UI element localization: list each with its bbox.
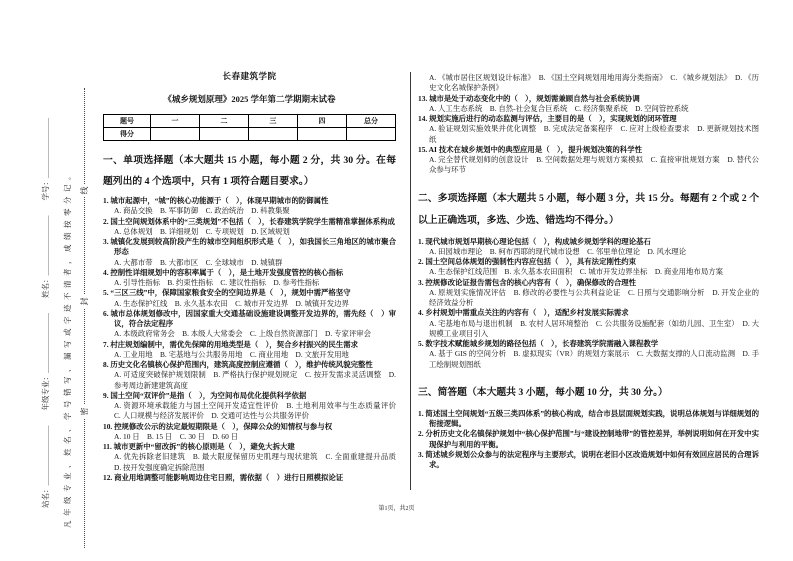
score-table-cell: 二 bbox=[200, 115, 249, 128]
question-8 bbox=[103, 360, 396, 391]
question-options: A. 大都市带 B. 大都市区 C. 全球城市 D. 城镇群 bbox=[114, 257, 283, 267]
mc-question-3 bbox=[418, 278, 759, 309]
question-options: A. 生态保护红线 B. 永久基本农田 C. 城市开发边界 D. 城镇开发边界 bbox=[114, 298, 349, 308]
question-12-options-continued bbox=[418, 73, 759, 94]
question-stem: 12. 商业用地调整可能影响周边住宅日照，需依据（ ）进行日照模拟论证 bbox=[103, 472, 344, 482]
question-options: A. 原规划实施情况评估 B. 修改的必要性与公共利益论证 C. 日照与交通影响分析 D. 开发企业的经济效益分析 bbox=[429, 287, 759, 307]
question-options: A. 优先拆除老旧建筑 B. 最大限度保留历史肌理与现状建筑 C. 全面重建提升品质 D. 按开发强度确定拆除范围 bbox=[114, 452, 404, 472]
score-table bbox=[103, 114, 396, 141]
question-15 bbox=[418, 145, 759, 176]
question-options: A. 《城市居住区规划设计标准》 B. 《国土空间规划用地用海分类指南》 C. 《城乡规划法》 D. 《历史文化名城保护条例》 bbox=[429, 73, 759, 93]
section3-title: 三、简答题（本大题共 3 小题，每小题 10 分，共 30 分。） bbox=[418, 386, 668, 398]
score-table-cell: 总分 bbox=[347, 115, 396, 128]
score-table-score-row bbox=[104, 128, 396, 141]
score-blank-cell bbox=[151, 128, 200, 141]
score-table-cell: 题号 bbox=[104, 115, 151, 128]
mc-question-2 bbox=[418, 257, 759, 278]
question-stem: 1. 现代城市规划早期核心理论包括（ ），构成城乡规划学科的理论基石 bbox=[418, 236, 651, 246]
question-options: A. 工业用地 B. 宅基地与公共服务用地 C. 商业用地 D. 文旅开发用地 bbox=[114, 349, 349, 359]
question-stem: 13. 城市是处于动态变化中的（ ），规划需兼顾自然与社会系统协调 bbox=[418, 93, 640, 103]
question-1 bbox=[103, 196, 396, 217]
question-stem: 3. 简述城乡规划公众参与的法定程序与主要形式，说明在老旧小区改造规划中如何有效回应居民的合理诉求。 bbox=[418, 449, 759, 469]
right-column bbox=[418, 73, 759, 470]
score-table-header-row bbox=[104, 115, 396, 128]
mc-question-1 bbox=[418, 237, 759, 258]
question-stem: 8. 历史文化名镇核心保护范围内，建筑高度控制应遵循（ ），维护传统风貌完整性 bbox=[103, 360, 373, 369]
score-label-cell: 得分 bbox=[104, 128, 151, 141]
mc-question-4 bbox=[418, 308, 759, 339]
question-stem: 10. 控规修改公示的法定最短期限是（ ），保障公众的知情权与参与权 bbox=[103, 421, 333, 431]
seal-char-xian: 线 bbox=[76, 184, 93, 197]
zero-score-warning: 凡年级专业、姓名、学号错写、漏写或字迹不清者，成绩按零分记。 bbox=[63, 168, 72, 528]
column-divider bbox=[410, 72, 411, 490]
question-options: A. 可适度突破保护规划限制 B. 严格执行保护规划规定 C. 按开发需求灵活调整 D. 参考周边新建建筑高度 bbox=[114, 370, 396, 390]
score-table-cell: 四 bbox=[298, 115, 347, 128]
school-name: 长春建筑学院 bbox=[222, 71, 277, 81]
question-10 bbox=[103, 422, 396, 443]
question-9 bbox=[103, 390, 404, 422]
question-stem: 4. 控制性详细规划中的容积率属于（ ），是土地开发强度管控的核心指标 bbox=[103, 267, 344, 277]
score-blank-cell bbox=[249, 128, 298, 141]
mc-question-5 bbox=[418, 339, 759, 370]
question-options: A. 田园城市理论 B. 柯布西耶的现代城市设想 C. 邻里单位理论 D. 风水理论 bbox=[429, 246, 687, 256]
question-stem: 1. 简述国土空间规划“五级三类四体系”的核心构成，结合市县层面规划实践，说明总体规划与详细规划的衔接逻辑。 bbox=[418, 408, 759, 428]
question-options: A. 人工生态系统 B. 自然-社会复合巨系统 C. 经济集聚系统 D. 空间管控系统 bbox=[429, 103, 689, 113]
seal-char-mi: 密 bbox=[76, 405, 93, 418]
question-stem: 14. 规划实施后进行的动态监测与评估，主要目的是（ ），实现规划的闭环管理 bbox=[418, 114, 677, 123]
question-14 bbox=[418, 114, 759, 145]
question-stem: 7. 村庄规划编制中，需优先保障的用地类型是（ ），契合乡村振兴的民生需求 bbox=[103, 339, 358, 349]
question-stem: 5. 数字技术赋能城乡规划的路径包括（ ），长春建筑学院需融入课程教学 bbox=[418, 339, 659, 348]
question-4 bbox=[103, 268, 396, 289]
seal-dotted-line bbox=[84, 88, 85, 548]
student-info-fields: 站名：＿＿＿＿＿＿＿＿ 年级专业：＿＿＿＿＿＿＿＿ 姓名：＿＿＿＿＿＿＿＿ 学号：＿＿＿＿＿＿＿＿ bbox=[41, 118, 50, 508]
score-blank-cell bbox=[298, 128, 347, 141]
question-12 bbox=[103, 473, 396, 483]
question-stem: 9. 国土空间“双评价”是指（ ），为空间布局优化提供科学依据 bbox=[103, 390, 307, 400]
question-stem: 2. 国土空间总体规划的强制性内容应包括（ ），具有法定刚性约束 bbox=[418, 257, 637, 266]
short-answer-2 bbox=[418, 429, 759, 450]
question-3 bbox=[103, 237, 396, 268]
left-column bbox=[103, 70, 404, 483]
question-options: A. 引导性指标 B. 约束性指标 C. 建议性指标 D. 参考性指标 bbox=[114, 278, 320, 287]
question-6 bbox=[103, 309, 396, 340]
score-blank-cell bbox=[200, 128, 249, 141]
question-options: A. 资源环境承载能力与国土空间开发适宜性评价 B. 土地利用效率与生态质量评价 C. 人口规模与经济发展评价 D. 交通可达性与公共服务评价 bbox=[114, 401, 404, 421]
question-5 bbox=[103, 288, 396, 309]
question-stem: 3. 控规修改论证报告需包含的核心内容有（ ），确保修改的合理性 bbox=[418, 277, 637, 287]
question-options: A. 生态保护红线范围 B. 永久基本农田面积 C. 城市开发边界坐标 D. 商业用地布局方案 bbox=[429, 267, 723, 277]
question-stem: 5. “三区三线”中，保障国家粮食安全的空间边界是（ ），规划中需严格坚守 bbox=[103, 288, 351, 298]
seal-char-feng: 封 bbox=[76, 295, 93, 308]
question-options: A. 验证规划实施效果并优化调整 B. 完成法定备案程序 C. 应对上级检查要求 D. 更新规划技术图纸 bbox=[429, 124, 759, 144]
section2-title: 二、多项选择题（本大题共 5 小题，每小题 3 分，共 15 分。每题有 2 个或 2 个以上正确选项，多选、少选、错选均不得分。） bbox=[418, 192, 759, 226]
question-7 bbox=[103, 340, 396, 361]
question-stem: 15. AI 技术在城乡规划中的典型应用是（ ），提升规划决策的科学性 bbox=[418, 144, 642, 154]
question-stem: 2. 国土空间规划体系中的“三类规划”不包括（ ），长春建筑学院学生需精准掌握体系构成 bbox=[103, 216, 395, 226]
question-stem: 3. 城镇化发展到较高阶段产生的城市空间组织形式是（ ），如我国长三角地区的城市聚合形态 bbox=[103, 237, 396, 257]
question-options: A. 完全替代规划师的创意设计 B. 空间数据处理与规划方案模拟 C. 直接审批规划方案 D. 替代公众参与环节 bbox=[429, 155, 759, 175]
question-options: A. 宅基地布局与退出机制 B. 农村人居环境整治 C. 公共服务设施配套（如幼儿园、卫生室） D. 大规模工业项目引入 bbox=[429, 318, 759, 338]
question-options: A. 总体规划 B. 详细规划 C. 专项规划 D. 区域规划 bbox=[114, 226, 290, 236]
question-stem: 4. 乡村规划中需重点关注的内容有（ ），适配乡村发展实际需求 bbox=[418, 308, 629, 318]
question-stem: 2. 分析历史文化名镇保护规划中“核心保护范围”与“建设控制地带”的管控差异，举例说明如何在开发中实现保护与利用的平衡。 bbox=[418, 429, 759, 449]
question-options: A. 基于 GIS 的空间分析 B. 虚拟现实（VR）的规划方案展示 C. 大数据支撑的人口流动监测 D. 手工绘制规划图纸 bbox=[429, 349, 759, 369]
question-2 bbox=[103, 217, 396, 238]
section1-title: 一、单项选择题（本大题共 15 小题，每小题 2 分，共 30 分。在每题列出的 4 个选项中，只有 1 项符合题目要求。） bbox=[103, 155, 396, 187]
question-options: A. 10 日 B. 15 日 C. 30 日 D. 60 日 bbox=[114, 431, 239, 441]
question-options: A. 商品交换 B. 军事防御 C. 政治统治 D. 科教集聚 bbox=[114, 206, 290, 216]
short-answer-3 bbox=[418, 450, 759, 471]
question-stem: 6. 城市总体规划修改中，因国家重大交通基础设施建设调整开发边界的，需先经（ ）审议，符合法定程序 bbox=[103, 308, 396, 328]
question-stem: 11. 城市更新中“留改拆”的核心原则是（ ），避免大拆大建 bbox=[103, 442, 295, 451]
page-footer: 第1页，共2页 bbox=[378, 506, 415, 512]
question-options: A. 本级政府常务会 B. 本级人大常委会 C. 上级自然资源部门 D. 专家评审会 bbox=[114, 329, 372, 339]
paper-title: 《城乡规划原理》2025 学年第二学期期末试卷 bbox=[163, 94, 336, 104]
score-blank-cell bbox=[347, 128, 396, 141]
short-answer-1 bbox=[418, 409, 759, 430]
score-table-cell: 三 bbox=[249, 115, 298, 128]
score-table-cell: 一 bbox=[151, 115, 200, 128]
question-11 bbox=[103, 442, 404, 473]
question-13 bbox=[418, 94, 759, 115]
question-stem: 1. 城市起源中，“城”的核心功能源于（ ），体现早期城市的防御属性 bbox=[103, 196, 329, 205]
